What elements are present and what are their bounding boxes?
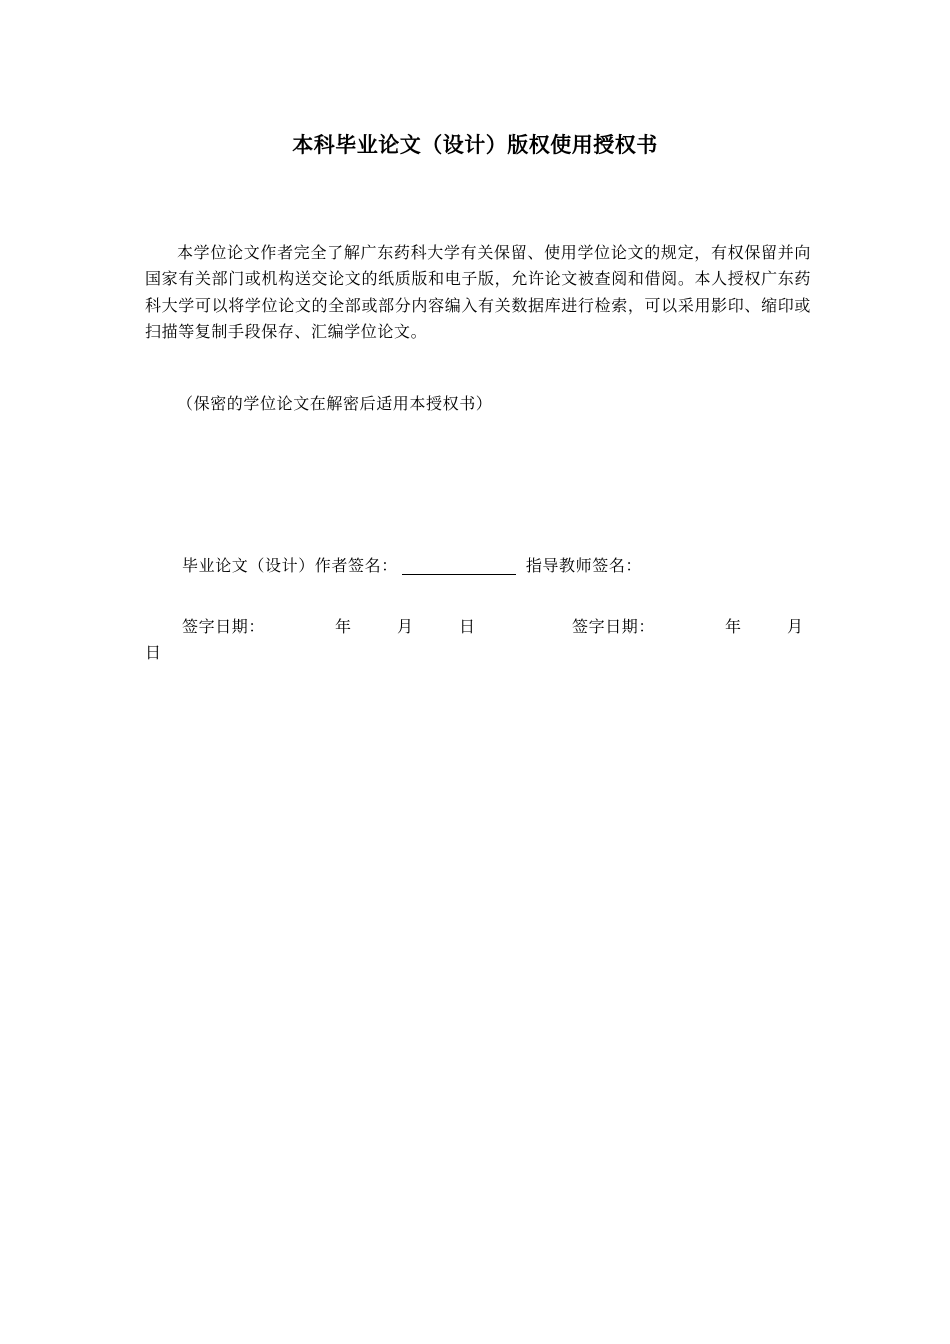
authorization-paragraph: 本学位论文作者完全了解广东药科大学有关保留、使用学位论文的规定，有权保留并向国家有关部门或机构送交论文的纸质版和电子版，允许论文被查阅和借阅。本人授权广东药科大学可以将学位论文的全部或部分内容编入有关数据库进行检索，可以采用影印、缩印或扫描等复制手段保存、汇编学位论文。 [145, 243, 811, 341]
author-sign-date-label: 签字日期： [182, 617, 266, 636]
author-sign-month-label: 月 [397, 617, 414, 636]
confidential-note: （保密的学位论文在解密后适用本授权书） [177, 394, 493, 413]
signature-row [182, 553, 642, 576]
author-signature-line[interactable] [402, 556, 516, 575]
advisor-sign-month-label: 月 [787, 617, 804, 636]
advisor-sign-date-label: 签字日期： [572, 617, 656, 636]
advisor-signature-label: 指导教师签名： [525, 556, 643, 575]
author-signature-label: 毕业论文（设计）作者签名： [182, 556, 398, 575]
document-title: 本科毕业论文（设计）版权使用授权书 [292, 133, 658, 157]
advisor-sign-day-label: 日 [145, 643, 162, 662]
author-sign-day-label: 日 [459, 617, 476, 636]
author-sign-year-label: 年 [335, 617, 352, 636]
advisor-sign-year-label: 年 [725, 617, 742, 636]
